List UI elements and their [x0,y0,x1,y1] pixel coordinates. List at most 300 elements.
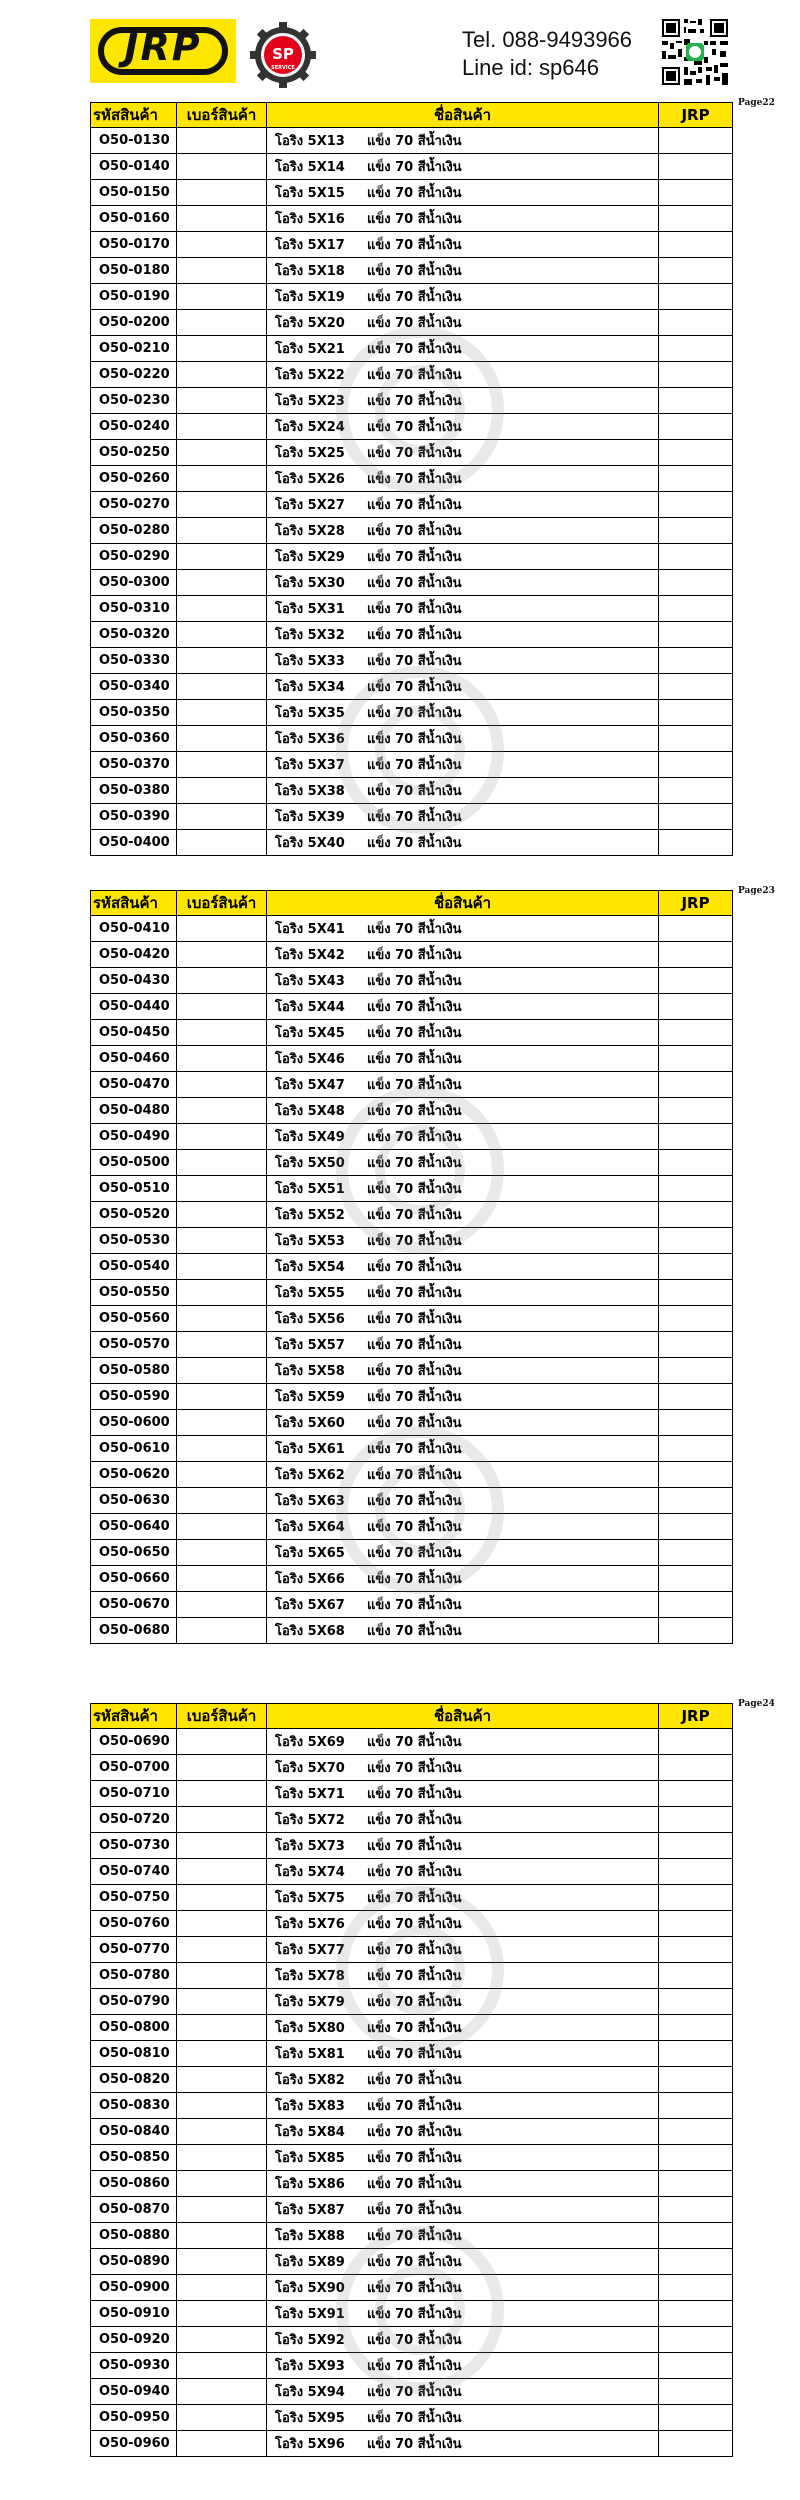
table-row [91,2431,733,2457]
product-name: โอริง 5X41 [275,922,345,937]
product-name-cell [267,1514,659,1540]
part-number-cell [177,180,267,206]
product-spec: แข็ง 70 สีน้ำเงิน [367,628,462,643]
part-number-cell [177,388,267,414]
part-number-cell [177,596,267,622]
product-name: โอริง 5X43 [275,974,345,989]
table-row [91,1384,733,1410]
product-spec: แข็ง 70 สีน้ำเงิน [367,550,462,565]
table-row [91,1332,733,1358]
part-number-cell [177,1254,267,1280]
product-name: โอริง 5X31 [275,602,345,617]
jrp-price-cell [659,2015,733,2041]
jrp-price-cell [659,518,733,544]
col-header-product-name: ชื่อสินค้า [267,1704,659,1729]
product-code-cell: O50-0380 [91,778,177,804]
jrp-price-cell [659,726,733,752]
product-name: โอริง 5X61 [275,1442,345,1457]
product-code-cell: O50-0580 [91,1358,177,1384]
product-name: โอริง 5X68 [275,1624,345,1639]
product-name-cell [267,310,659,336]
table-row [91,466,733,492]
product-spec: แข็ง 70 สีน้ำเงิน [367,1208,462,1223]
product-name-cell [267,544,659,570]
table-row [91,2119,733,2145]
product-spec: แข็ง 70 สีน้ำเงิน [367,1026,462,1041]
product-name-cell [267,752,659,778]
part-number-cell [177,2015,267,2041]
jrp-price-cell [659,1306,733,1332]
product-spec: แข็ง 70 สีน้ำเงิน [367,680,462,695]
part-number-cell [177,648,267,674]
part-number-cell [177,466,267,492]
jrp-price-cell [659,466,733,492]
product-name: โอริง 5X30 [275,576,345,591]
product-name: โอริง 5X87 [275,2203,345,2218]
jrp-price-cell [659,2197,733,2223]
product-name: โอริง 5X42 [275,948,345,963]
table-row [91,336,733,362]
product-name: โอริง 5X18 [275,264,345,279]
jrp-price-cell [659,1410,733,1436]
product-code-cell: O50-0320 [91,622,177,648]
table-row [91,414,733,440]
product-code-cell: O50-0820 [91,2067,177,2093]
product-name-cell [267,2405,659,2431]
price-sheet-page22 [90,98,775,856]
product-name: โอริง 5X39 [275,810,345,825]
jrp-price-cell [659,362,733,388]
page-header [0,0,800,90]
product-spec: แข็ง 70 สีน้ำเงิน [367,134,462,149]
product-spec: แข็ง 70 สีน้ำเงิน [367,2177,462,2192]
product-name-cell [267,440,659,466]
product-name: โอริง 5X67 [275,1598,345,1613]
product-name-cell [267,2223,659,2249]
product-spec: แข็ง 70 สีน้ำเงิน [367,498,462,513]
table-row [91,206,733,232]
product-code-cell: O50-0490 [91,1124,177,1150]
product-name-cell [267,492,659,518]
jrp-price-cell [659,2171,733,2197]
product-name: โอริง 5X66 [275,1572,345,1587]
part-number-cell [177,1072,267,1098]
jrp-price-cell [659,1859,733,1885]
product-name: โอริง 5X13 [275,134,345,149]
product-spec: แข็ง 70 สีน้ำเงิน [367,2307,462,2322]
part-number-cell [177,284,267,310]
product-code-cell: O50-0640 [91,1514,177,1540]
part-number-cell [177,1228,267,1254]
product-spec: แข็ง 70 สีน้ำเงิน [367,1572,462,1587]
product-spec: แข็ง 70 สีน้ำเงิน [367,446,462,461]
col-header-product-name: ชื่อสินค้า [267,891,659,916]
product-name-cell [267,1755,659,1781]
product-table [90,890,733,1644]
product-name: โอริง 5X76 [275,1917,345,1932]
jrp-price-cell [659,1228,733,1254]
product-name: โอริง 5X89 [275,2255,345,2270]
table-row [91,1124,733,1150]
table-row [91,1911,733,1937]
product-name: โอริง 5X65 [275,1546,345,1561]
product-spec: แข็ง 70 สีน้ำเงิน [367,394,462,409]
product-name-cell [267,2249,659,2275]
part-number-cell [177,1150,267,1176]
jrp-price-cell [659,1150,733,1176]
product-code-cell: O50-0150 [91,180,177,206]
product-name-cell [267,570,659,596]
product-code-cell: O50-0480 [91,1098,177,1124]
part-number-cell [177,492,267,518]
jrp-price-cell [659,778,733,804]
product-name-cell [267,1989,659,2015]
table-row [91,1020,733,1046]
product-name: โอริง 5X54 [275,1260,345,1275]
product-spec: แข็ง 70 สีน้ำเงิน [367,2255,462,2270]
part-number-cell [177,154,267,180]
jrp-price-cell [659,2379,733,2405]
product-name: โอริง 5X80 [275,2021,345,2036]
table-row [91,1989,733,2015]
jrp-price-cell [659,2327,733,2353]
jrp-price-cell [659,1358,733,1384]
jrp-price-cell [659,284,733,310]
product-spec: แข็ง 70 สีน้ำเงิน [367,2203,462,2218]
product-name-cell [267,258,659,284]
part-number-cell [177,1098,267,1124]
product-spec: แข็ง 70 สีน้ำเงิน [367,1943,462,1958]
product-code-cell: O50-0560 [91,1306,177,1332]
table-row [91,1833,733,1859]
product-name: โอริง 5X88 [275,2229,345,2244]
product-table [90,1703,733,2457]
product-code-cell: O50-0900 [91,2275,177,2301]
product-spec: แข็ง 70 สีน้ำเงิน [367,974,462,989]
part-number-cell [177,830,267,856]
product-spec: แข็ง 70 สีน้ำเงิน [367,2021,462,2036]
product-spec: แข็ง 70 สีน้ำเงิน [367,2437,462,2452]
product-spec: แข็ง 70 สีน้ำเงิน [367,1546,462,1561]
product-spec: แข็ง 70 สีน้ำเงิน [367,1286,462,1301]
product-name-cell [267,1963,659,1989]
product-spec: แข็ง 70 สีน้ำเงิน [367,1260,462,1275]
product-name-cell [267,1228,659,1254]
product-spec: แข็ง 70 สีน้ำเงิน [367,1995,462,2010]
product-code-cell: O50-0240 [91,414,177,440]
part-number-cell [177,700,267,726]
product-name: โอริง 5X55 [275,1286,345,1301]
product-name: โอริง 5X79 [275,1995,345,2010]
jrp-price-cell [659,1072,733,1098]
product-code-cell: O50-0550 [91,1280,177,1306]
jrp-price-cell [659,1755,733,1781]
product-name: โอริง 5X52 [275,1208,345,1223]
part-number-cell [177,440,267,466]
product-name-cell [267,414,659,440]
part-number-cell [177,1280,267,1306]
table-row [91,310,733,336]
part-number-cell [177,622,267,648]
jrp-price-cell [659,1833,733,1859]
product-name-cell [267,206,659,232]
jrp-price-cell [659,1729,733,1755]
product-spec: แข็ง 70 สีน้ำเงิน [367,1761,462,1776]
product-spec: แข็ง 70 สีน้ำเงิน [367,2385,462,2400]
part-number-cell [177,258,267,284]
product-name-cell [267,726,659,752]
table-row [91,726,733,752]
product-code-cell: O50-0670 [91,1592,177,1618]
product-name-cell [267,622,659,648]
product-spec: แข็ง 70 สีน้ำเงิน [367,784,462,799]
product-name-cell [267,1280,659,1306]
product-code-cell: O50-0960 [91,2431,177,2457]
product-name: โอริง 5X35 [275,706,345,721]
part-number-cell [177,2223,267,2249]
part-number-cell [177,2431,267,2457]
product-name-cell [267,2431,659,2457]
product-spec: แข็ง 70 สีน้ำเงิน [367,1520,462,1535]
product-code-cell: O50-0800 [91,2015,177,2041]
product-name: โอริง 5X53 [275,1234,345,1249]
product-name-cell [267,1384,659,1410]
product-spec: แข็ง 70 สีน้ำเงิน [367,186,462,201]
table-row [91,596,733,622]
col-header-jrp: JRP [659,891,733,916]
jrp-price-cell [659,1781,733,1807]
product-code-cell: O50-0710 [91,1781,177,1807]
jrp-price-cell [659,310,733,336]
table-row [91,2249,733,2275]
part-number-cell [177,414,267,440]
price-sheet-page24 [90,1699,775,2457]
jrp-price-cell [659,1566,733,1592]
product-name-cell [267,128,659,154]
product-code-cell: O50-0930 [91,2353,177,2379]
table-row [91,1937,733,1963]
table-row [91,1566,733,1592]
part-number-cell [177,2093,267,2119]
part-number-cell [177,1540,267,1566]
jrp-price-cell [659,336,733,362]
table-row [91,1781,733,1807]
page-number: Page23 [738,886,775,896]
product-spec: แข็ง 70 สีน้ำเงิน [367,1917,462,1932]
product-spec: แข็ง 70 สีน้ำเงิน [367,2359,462,2374]
table-row [91,1228,733,1254]
product-name: โอริง 5X73 [275,1839,345,1854]
product-code-cell: O50-0250 [91,440,177,466]
product-name: โอริง 5X21 [275,342,345,357]
product-name: โอริง 5X72 [275,1813,345,1828]
jrp-price-cell [659,1989,733,2015]
product-name: โอริง 5X38 [275,784,345,799]
product-name: โอริง 5X37 [275,758,345,773]
table-row [91,284,733,310]
product-code-cell: O50-0610 [91,1436,177,1462]
part-number-cell [177,544,267,570]
product-code-cell: O50-0620 [91,1462,177,1488]
product-code-cell: O50-0520 [91,1202,177,1228]
jrp-price-cell [659,1540,733,1566]
product-name: โอริง 5X49 [275,1130,345,1145]
part-number-cell [177,336,267,362]
product-spec: แข็ง 70 สีน้ำเงิน [367,1234,462,1249]
table-row [91,1514,733,1540]
product-code-cell: O50-0510 [91,1176,177,1202]
product-name: โอริง 5X16 [275,212,345,227]
part-number-cell [177,1807,267,1833]
part-number-cell [177,1885,267,1911]
product-code-cell: O50-0360 [91,726,177,752]
jrp-price-cell [659,1332,733,1358]
part-number-cell [177,1514,267,1540]
part-number-cell [177,1462,267,1488]
product-code-cell: O50-0370 [91,752,177,778]
product-name: โอริง 5X59 [275,1390,345,1405]
part-number-cell [177,674,267,700]
product-spec: แข็ง 70 สีน้ำเงิน [367,1000,462,1015]
product-code-cell: O50-0760 [91,1911,177,1937]
jrp-price-cell [659,1020,733,1046]
product-spec: แข็ง 70 สีน้ำเงิน [367,524,462,539]
product-code-cell: O50-0750 [91,1885,177,1911]
table-row [91,1306,733,1332]
product-code-cell: O50-0180 [91,258,177,284]
part-number-cell [177,1202,267,1228]
product-code-cell: O50-0460 [91,1046,177,1072]
product-name: โอริง 5X90 [275,2281,345,2296]
col-header-jrp: JRP [659,103,733,128]
part-number-cell [177,942,267,968]
product-name-cell [267,648,659,674]
product-name: โอริง 5X17 [275,238,345,253]
table-row [91,994,733,1020]
price-sheet-page23 [90,886,775,1644]
jrp-price-cell [659,258,733,284]
jrp-price-cell [659,570,733,596]
product-name-cell [267,2353,659,2379]
product-name-cell [267,1566,659,1592]
jrp-price-cell [659,1462,733,1488]
product-spec: แข็ง 70 สีน้ำเงิน [367,160,462,175]
product-name-cell [267,2145,659,2171]
table-row [91,154,733,180]
product-name: โอริง 5X83 [275,2099,345,2114]
part-number-cell [177,726,267,752]
product-spec: แข็ง 70 สีน้ำเงิน [367,1494,462,1509]
col-header-jrp: JRP [659,1704,733,1729]
product-code-cell: O50-0310 [91,596,177,622]
product-spec: แข็ง 70 สีน้ำเงิน [367,368,462,383]
product-name-cell [267,2275,659,2301]
part-number-cell [177,2197,267,2223]
product-spec: แข็ง 70 สีน้ำเงิน [367,1104,462,1119]
product-name-cell [267,1488,659,1514]
product-spec: แข็ง 70 สีน้ำเงิน [367,1598,462,1613]
product-spec: แข็ง 70 สีน้ำเงิน [367,654,462,669]
jrp-price-cell [659,942,733,968]
contact-info [462,26,652,82]
product-name: โอริง 5X78 [275,1969,345,1984]
product-name: โอริง 5X63 [275,1494,345,1509]
product-name-cell [267,180,659,206]
part-number-cell [177,2379,267,2405]
product-code-cell: O50-0190 [91,284,177,310]
product-name-cell [267,284,659,310]
jrp-price-cell [659,1514,733,1540]
col-header-part-number: เบอร์สินค้า [177,891,267,916]
product-name: โอริง 5X32 [275,628,345,643]
product-name-cell [267,466,659,492]
table-row [91,648,733,674]
product-name: โอริง 5X75 [275,1891,345,1906]
table-row [91,128,733,154]
part-number-cell [177,310,267,336]
product-name-cell [267,1540,659,1566]
product-name: โอริง 5X34 [275,680,345,695]
part-number-cell [177,1937,267,1963]
product-name: โอริง 5X84 [275,2125,345,2140]
product-name-cell [267,968,659,994]
jrp-price-cell [659,1254,733,1280]
jrp-price-cell [659,1046,733,1072]
table-row [91,830,733,856]
product-name: โอริง 5X82 [275,2073,345,2088]
table-row [91,2353,733,2379]
part-number-cell [177,2119,267,2145]
part-number-cell [177,2301,267,2327]
product-code-cell: O50-0410 [91,916,177,942]
product-name: โอริง 5X20 [275,316,345,331]
product-spec: แข็ง 70 สีน้ำเงิน [367,602,462,617]
part-number-cell [177,128,267,154]
product-spec: แข็ง 70 สีน้ำเงิน [367,1442,462,1457]
product-name: โอริง 5X23 [275,394,345,409]
product-name: โอริง 5X33 [275,654,345,669]
jrp-price-cell [659,1911,733,1937]
table-row [91,1176,733,1202]
table-row [91,1098,733,1124]
product-code-cell: O50-0790 [91,1989,177,2015]
part-number-cell [177,1592,267,1618]
product-code-cell: O50-0130 [91,128,177,154]
jrp-price-cell [659,2041,733,2067]
table-row [91,1280,733,1306]
sp-service-logo [250,22,316,88]
product-code-cell: O50-0340 [91,674,177,700]
table-row [91,388,733,414]
product-name-cell [267,2015,659,2041]
product-spec: แข็ง 70 สีน้ำเงิน [367,1182,462,1197]
product-name-cell [267,2093,659,2119]
table-row [91,2093,733,2119]
part-number-cell [177,570,267,596]
product-code-cell: O50-0300 [91,570,177,596]
product-code-cell: O50-0690 [91,1729,177,1755]
product-table [90,102,733,856]
table-row [91,2301,733,2327]
jrp-price-cell [659,994,733,1020]
product-spec: แข็ง 70 สีน้ำเงิน [367,2411,462,2426]
part-number-cell [177,1384,267,1410]
product-code-cell: O50-0470 [91,1072,177,1098]
part-number-cell [177,2327,267,2353]
product-spec: แข็ง 70 สีน้ำเงิน [367,342,462,357]
product-name-cell [267,804,659,830]
svg-text:SERVICE: SERVICE [271,65,295,71]
